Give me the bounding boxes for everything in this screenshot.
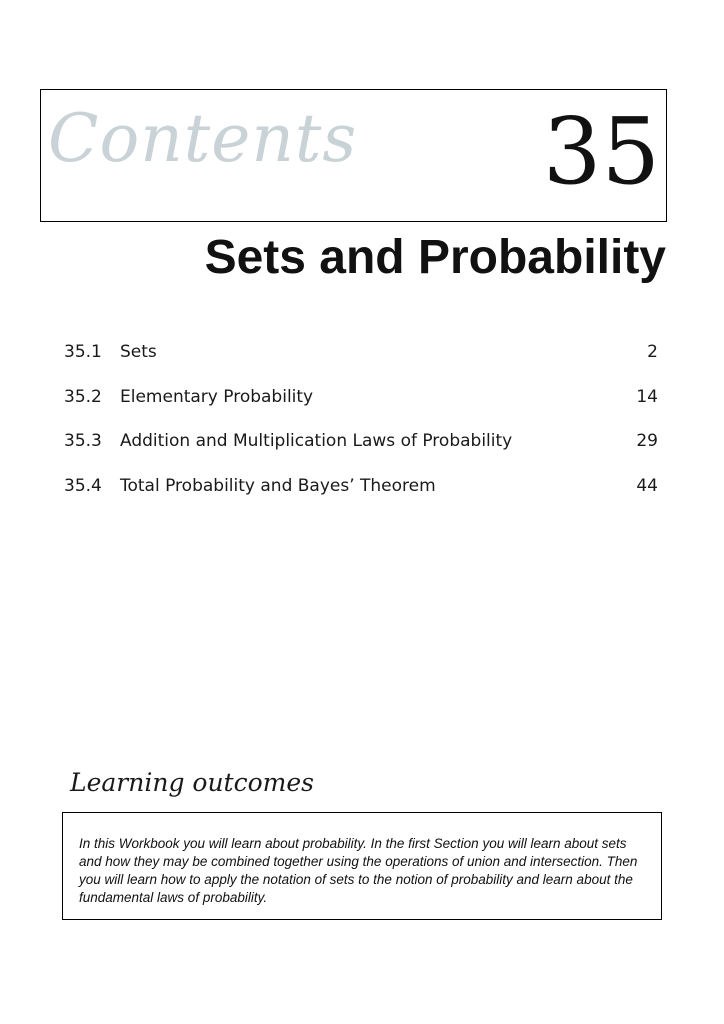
toc-entry-number: 35.4 — [64, 475, 102, 496]
toc-entry-35-1[interactable] — [64, 341, 658, 386]
toc-entry-35-2[interactable] — [64, 386, 658, 431]
toc-entry-page: 29 — [636, 431, 658, 451]
table-of-contents — [64, 341, 658, 519]
toc-entry-35-4[interactable] — [64, 475, 658, 520]
toc-entry-number: 35.1 — [64, 342, 102, 362]
learning-outcomes-heading: Learning outcomes — [70, 768, 314, 797]
toc-entry-number: 35.3 — [64, 431, 102, 451]
chapter-number: 35 — [542, 98, 660, 205]
learning-outcomes-text: In this Workbook you will learn about probability. In the first Section you will learn about sets and how they may be combined together using the operations of union and intersection. Then you will learn how to apply the notation of sets to the notion of probability and learn about the fundamental laws of probability. — [79, 836, 638, 905]
workbook-title: Sets and Probability — [204, 231, 666, 284]
toc-entry-35-3[interactable] — [64, 430, 658, 475]
contents-label: Contents — [48, 100, 358, 177]
toc-entry-title: Sets — [120, 342, 157, 362]
contents-header-box — [40, 89, 667, 222]
toc-entry-title: Total Probability and Bayes’ Theorem — [120, 475, 436, 496]
toc-entry-title: Addition and Multiplication Laws of Probability — [120, 431, 513, 451]
toc-entry-number: 35.2 — [64, 386, 102, 407]
learning-outcomes-box — [62, 812, 662, 920]
toc-entry-page: 2 — [647, 342, 658, 362]
toc-entry-page: 44 — [636, 475, 658, 496]
toc-entry-title: Elementary Probability — [120, 386, 314, 407]
toc-entry-page: 14 — [636, 386, 658, 407]
